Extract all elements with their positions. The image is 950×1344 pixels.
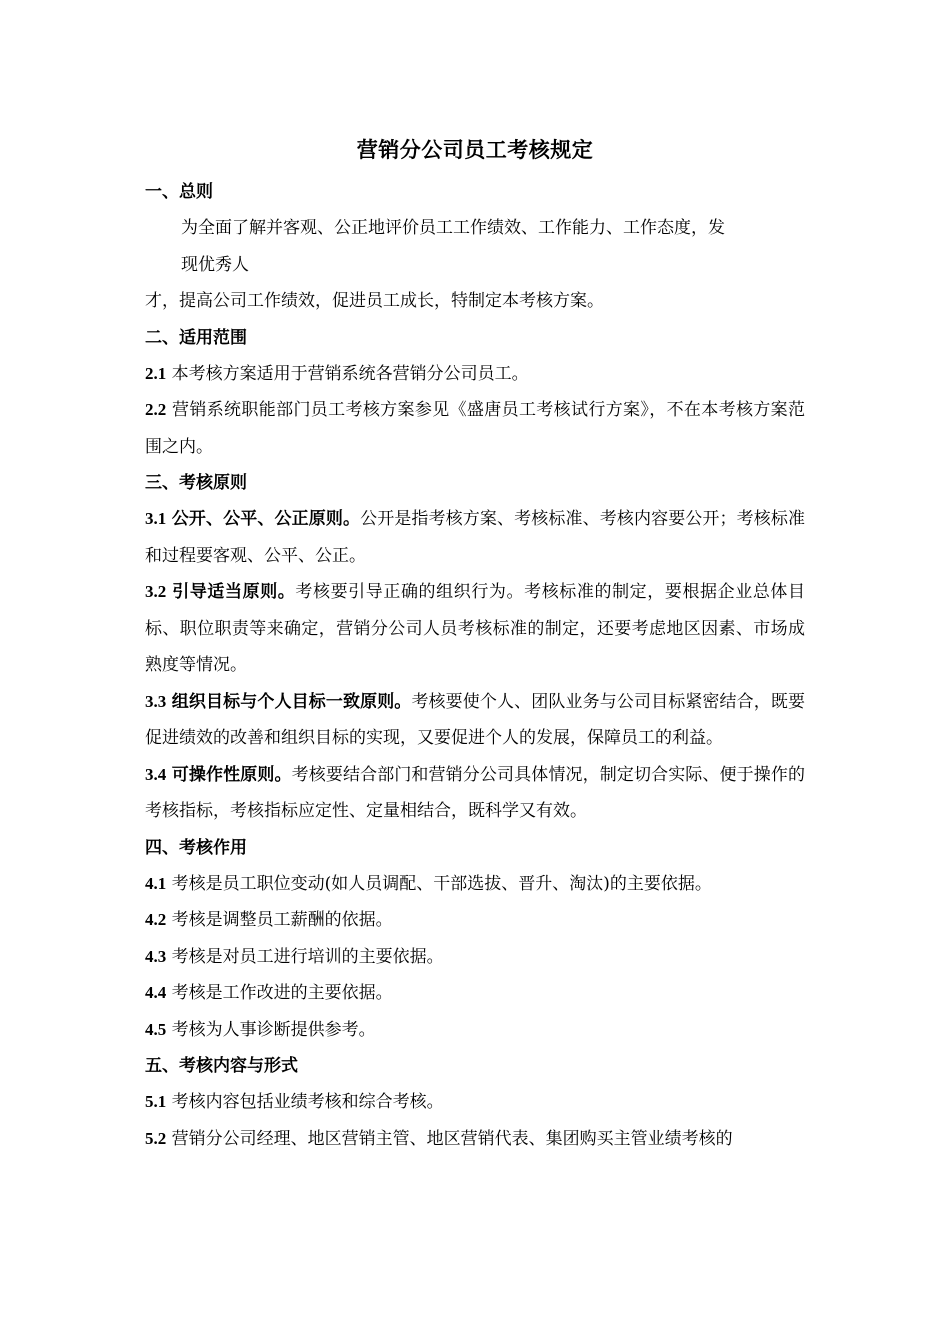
clause-number: 4.2 [145,910,167,929]
clause-4-2 [145,902,805,939]
clause-4-5 [145,1012,805,1049]
clause-text: 考核是对员工进行培训的主要依据。 [171,946,444,967]
clause-3-1 [145,501,805,574]
clause-text: 公开是指考核方案、考核标准、考核内容要公开；考核标准和过程要客观、公平、公正。 [145,509,806,566]
clause-number: 5.2 [145,1128,167,1148]
clause-number: 4.1 [145,873,167,893]
clause-3-3 [145,684,805,757]
intro-line-3: 才，提高公司工作绩效，促进员工成长，特制定本考核方案。 [145,291,604,311]
clause-number: 5.1 [145,1092,167,1111]
clause-number: 3.3 [145,691,167,711]
document-title: 营销分公司员工考核规定 [356,138,594,162]
clause-text: 考核要结合部门和营销分公司具体情况，制定切合实际、便于操作的考核指标，考核指标应定性、定量相结合，既科学又有效。 [145,764,806,821]
clause-text: 营销分公司经理、地区营销主管、地区营销代表、集团购买主管业绩考核的 [171,1128,733,1149]
clause-3-2 [145,574,805,684]
intro-line-1: 为全面了解并客观、公正地评价员工工作绩效、工作能力、工作态度，发 [181,218,725,238]
clause-4-3 [145,939,805,976]
clause-text: 营销系统职能部门员工考核方案参见《盛唐员工考核试行方案》，不在本考核方案范围之内。 [145,400,806,457]
clause-text: 考核是员工职位变动(如人员调配、干部选拔、晋升、淘汰)的主要依据。 [171,873,712,894]
clause-text: 考核内容包括业绩考核和综合考核。 [171,1092,444,1112]
clause-text: 考核要使个人、团队业务与公司目标紧密结合，既要促进绩效的改善和组织目标的实现，又要促进个人的发展，保障员工的利益。 [145,691,806,748]
clause-lead: 引导适当原则。 [172,582,296,602]
clause-number: 3.1 [145,509,167,528]
clause-number: 2.1 [145,363,167,383]
clause-number: 3.2 [145,582,167,601]
document-body [145,128,805,1157]
section-heading-content-form: 五、考核内容与形式 [145,1056,298,1076]
clause-text: 考核为人事诊断提供参考。 [171,1019,376,1040]
clause-lead: 可操作性原则。 [171,764,292,785]
clause-number: 2.2 [145,400,167,419]
section-heading-principles: 三、考核原则 [145,473,247,493]
clause-text: 本考核方案适用于营销系统各营销分公司员工。 [171,363,529,384]
clause-number: 4.5 [145,1019,167,1039]
clause-2-2 [145,392,805,465]
section-heading-scope: 二、适用范围 [145,327,247,348]
clause-text: 考核是调整员工薪酬的依据。 [171,910,393,930]
clause-5-1 [145,1084,805,1121]
clause-2-1 [145,356,805,393]
clause-5-2 [145,1121,805,1158]
clause-number: 4.4 [145,983,167,1002]
clause-4-4 [145,975,805,1012]
section-heading-functions: 四、考核作用 [145,837,247,858]
clause-4-1 [145,866,805,903]
clause-text: 考核是工作改进的主要依据。 [171,983,393,1003]
clause-text: 考核要引导正确的组织行为。考核标准的制定，要根据企业总体目标、职位职责等来确定，营销分公司人员考核标准的制定，还要考虑地区因素、市场成熟度等情况。 [145,582,806,675]
section-heading-general: 一、总则 [145,182,213,202]
clause-3-4 [145,757,805,830]
clause-number: 3.4 [145,764,167,784]
intro-line-2: 现优秀人 [181,254,249,275]
clause-lead: 公开、公平、公正原则。 [171,509,361,529]
clause-number: 4.3 [145,946,167,966]
clause-lead: 组织目标与个人目标一致原则。 [171,691,412,712]
